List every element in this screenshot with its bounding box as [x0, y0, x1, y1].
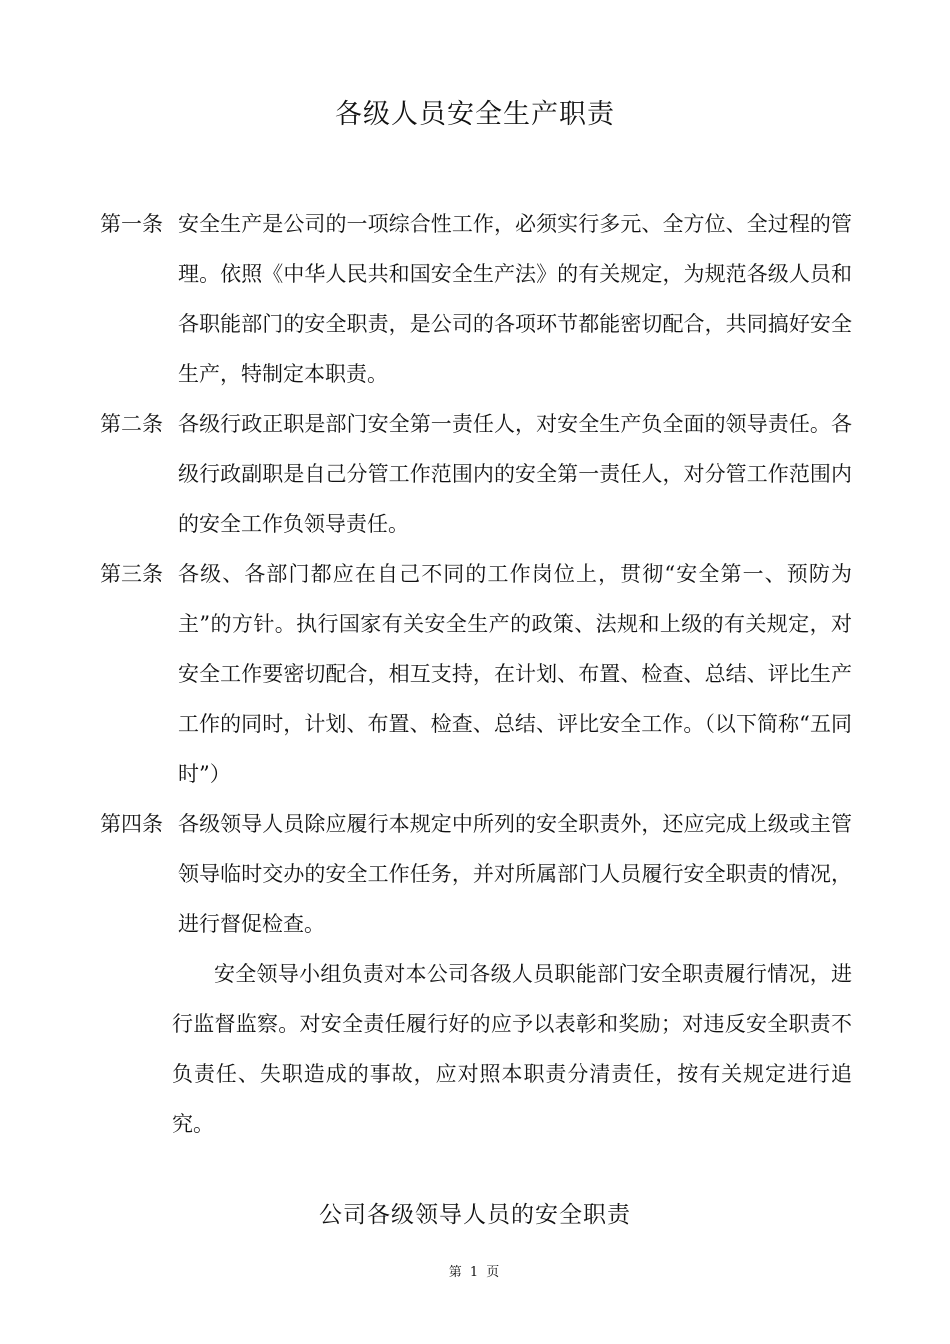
article-3	[100, 549, 852, 799]
article-2	[100, 399, 852, 549]
article-text: 各级行政正职是部门安全第一责任人，对安全生产负全面的领导责任。各级行政副职是自己分管工作范围内的安全第一责任人，对分管工作范围内的安全工作负领导责任。	[178, 412, 852, 536]
article-label: 第四条	[100, 812, 163, 836]
article-1	[100, 199, 852, 399]
article-text: 各级、各部门都应在自己不同的工作岗位上，贯彻“安全第一、预防为主”的方针。执行国家有关安全生产的政策、法规和上级的有关规定，对安全工作要密切配合，相互支持，在计划、布置、检查、总结、评比生产工作的同时，计划、布置、检查、总结、评比安全工作。（以下简称“五同时”）	[178, 562, 852, 786]
article-label: 第一条	[100, 212, 163, 236]
article-4	[100, 799, 852, 949]
page-number: 第 1 页	[448, 1265, 502, 1280]
article-text: 各级领导人员除应履行本规定中所列的安全职责外，还应完成上级或主管领导临时交办的安全工作任务，并对所属部门人员履行安全职责的情况，进行督促检查。	[178, 812, 852, 936]
article-text: 安全生产是公司的一项综合性工作，必须实行多元、全方位、全过程的管理。依照《中华人民共和国安全生产法》的有关规定，为规范各级人员和各职能部门的安全职责，是公司的各项环节都能密切配合，共同搞好安全生产，特制定本职责。	[178, 212, 852, 386]
section-title: 公司各级领导人员的安全职责	[319, 1202, 631, 1228]
supervision-paragraph: 安全领导小组负责对本公司各级人员职能部门安全职责履行情况，进行监督监察。对安全责任履行好的应予以表彰和奖励；对违反安全职责不负责任、失职造成的事故，应对照本职责分清责任，按有关规定进行追究。	[172, 962, 852, 1136]
article-label: 第三条	[100, 562, 163, 586]
document-body	[100, 199, 852, 1149]
document-title: 各级人员安全生产职责	[335, 99, 615, 130]
article-label: 第二条	[100, 412, 163, 436]
